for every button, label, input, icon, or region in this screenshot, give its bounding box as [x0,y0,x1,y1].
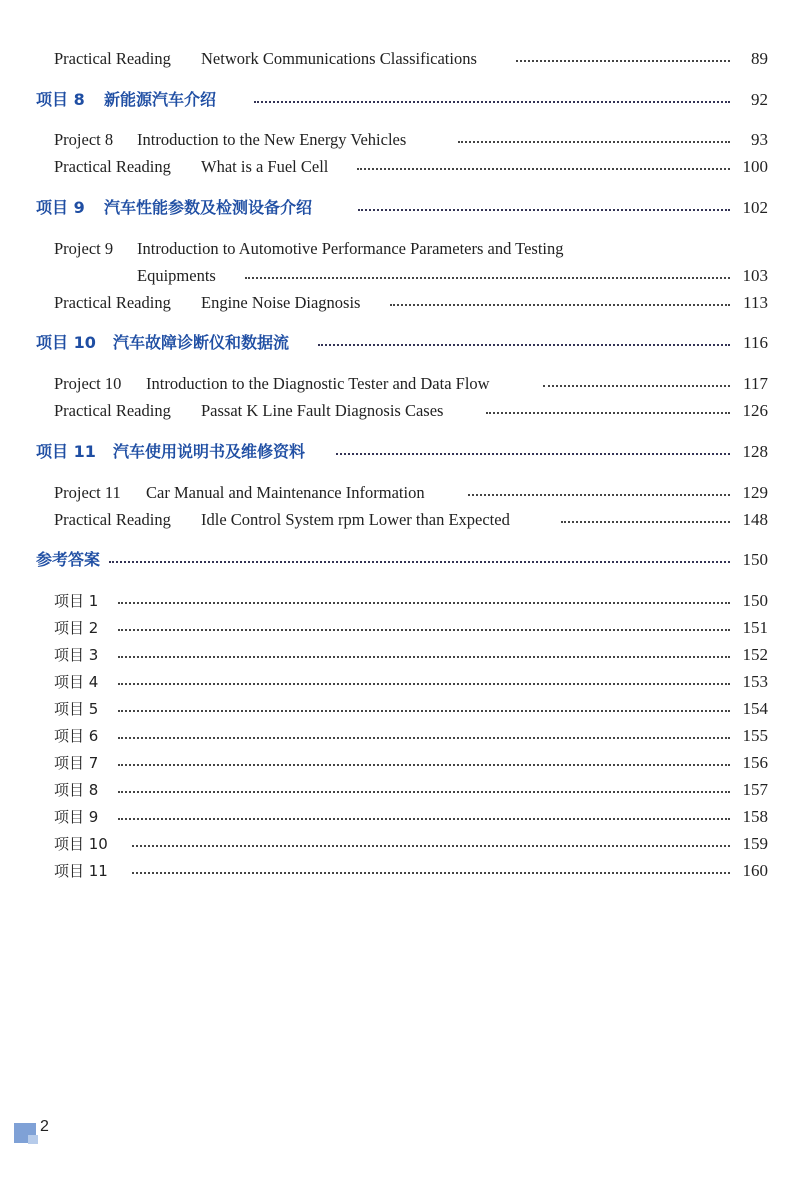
leader-dots [118,737,730,739]
entry-page: 100 [742,157,768,176]
entry-title: Introduction to Automotive Performance Parameters and Testing [137,239,564,258]
toc-entry[interactable] [0,155,790,179]
answer-label: 项目 4 [54,673,99,691]
leader-dots [132,845,730,847]
toc-entry[interactable] [0,291,790,315]
entry-label: Project 11 [54,483,121,502]
entry-page: 103 [742,266,768,285]
toc-chapter[interactable] [0,331,790,355]
leader-dots [486,412,730,414]
chapter-page: 128 [742,442,768,461]
entry-title: Idle Control System rpm Lower than Expected [201,510,510,529]
leader-dots [358,209,730,211]
entry-label: Project 10 [54,374,122,393]
leader-dots [254,101,730,103]
answer-label: 项目 9 [54,808,99,826]
chapter-label: 项目 8 [36,90,85,109]
chapter-label: 项目 10 [36,333,96,352]
entry-label: Project 9 [54,239,114,258]
toc-chapter[interactable] [0,440,790,464]
leader-dots [245,277,730,279]
leader-dots [357,168,730,170]
leader-dots [543,385,730,387]
chapter-label: 项目 9 [36,198,85,217]
entry-title: Introduction to the New Energy Vehicles [137,130,407,149]
answer-entry[interactable] [0,670,790,694]
chapter-page: 150 [742,550,768,569]
chapter-title: 汽车使用说明书及维修资料 [113,442,306,461]
answer-entry[interactable] [0,697,790,721]
entry-title: Introduction to the Diagnostic Tester and Data Flow [146,374,490,393]
leader-dots [468,494,730,496]
answer-entry[interactable] [0,643,790,667]
chapter-page: 116 [743,333,768,352]
answer-label: 项目 5 [54,700,99,718]
answer-entry[interactable] [0,724,790,748]
answer-label: 项目 3 [54,646,99,664]
entry-page: 89 [751,49,768,68]
leader-dots [118,710,730,712]
leader-dots [132,872,730,874]
chapter-page: 92 [751,90,768,109]
leader-dots [318,344,730,346]
toc-chapter[interactable] [0,88,790,112]
entry-title: Passat K Line Fault Diagnosis Cases [201,401,444,420]
answer-entry[interactable] [0,778,790,802]
answer-page: 150 [742,591,768,610]
answer-entry[interactable] [0,859,790,883]
leader-dots [336,453,730,455]
entry-label: Practical Reading [54,510,171,529]
entry-page: 126 [742,401,768,420]
leader-dots [118,764,730,766]
chapter-page: 102 [742,198,768,217]
answer-label: 项目 2 [54,619,99,637]
answer-page: 151 [742,618,768,637]
entry-label: Practical Reading [54,293,171,312]
entry-page: 117 [743,374,768,393]
answer-entry[interactable] [0,616,790,640]
page-number: 2 [40,1118,49,1135]
entry-title: What is a Fuel Cell [201,157,329,176]
answer-page: 154 [742,699,768,718]
entry-page: 129 [742,483,768,502]
answer-page: 157 [742,780,768,799]
chapter-title: 汽车性能参数及检测设备介绍 [104,198,313,217]
leader-dots [118,791,730,793]
leader-dots [458,141,730,143]
leader-dots [118,683,730,685]
answer-entry[interactable] [0,589,790,613]
leader-dots [118,629,730,631]
entry-title: Network Communications Classifications [201,49,477,68]
chapter-title: 汽车故障诊断仪和数据流 [113,333,290,352]
chapter-label: 项目 11 [36,442,96,461]
answer-label: 项目 6 [54,727,99,745]
entry-label: Practical Reading [54,401,171,420]
leader-dots [118,818,730,820]
page-corner-mark-accent [28,1135,38,1144]
leader-dots [118,602,730,604]
entry-title: Car Manual and Maintenance Information [146,483,425,502]
toc-entry[interactable] [0,399,790,423]
leader-dots [390,304,730,306]
answer-page: 152 [742,645,768,664]
leader-dots [516,60,730,62]
leader-dots [118,656,730,658]
answer-label: 项目 10 [54,835,108,853]
chapter-title: 参考答案 [36,550,101,569]
toc-chapter[interactable] [0,548,790,572]
entry-page: 148 [742,510,768,529]
toc-entry[interactable] [0,47,790,71]
answer-entry[interactable] [0,751,790,775]
toc-chapter[interactable] [0,196,790,220]
toc-entry[interactable] [0,237,790,261]
answer-label: 项目 8 [54,781,99,799]
toc-entry[interactable] [0,372,790,396]
entry-title-continued: Equipments [137,266,216,285]
answer-label: 项目 1 [54,592,99,610]
answer-page: 156 [742,753,768,772]
entry-label: Practical Reading [54,49,171,68]
answer-label: 项目 7 [54,754,99,772]
entry-label: Practical Reading [54,157,171,176]
answer-entry[interactable] [0,805,790,829]
toc-entry[interactable] [0,508,790,532]
entry-label: Project 8 [54,130,114,149]
leader-dots [109,561,730,563]
answer-page: 160 [742,861,768,880]
leader-dots [561,521,730,523]
answer-page: 155 [742,726,768,745]
answer-entry[interactable] [0,832,790,856]
toc-entry[interactable] [0,481,790,505]
chapter-title: 新能源汽车介绍 [104,90,217,109]
answer-page: 153 [742,672,768,691]
answer-label: 项目 11 [54,862,108,880]
entry-title: Engine Noise Diagnosis [201,293,361,312]
toc-entry[interactable] [0,128,790,152]
entry-page: 93 [751,130,768,149]
toc-entry-continued[interactable] [0,264,790,288]
answer-page: 158 [742,807,768,826]
answer-page: 159 [742,834,768,853]
entry-page: 113 [743,293,768,312]
